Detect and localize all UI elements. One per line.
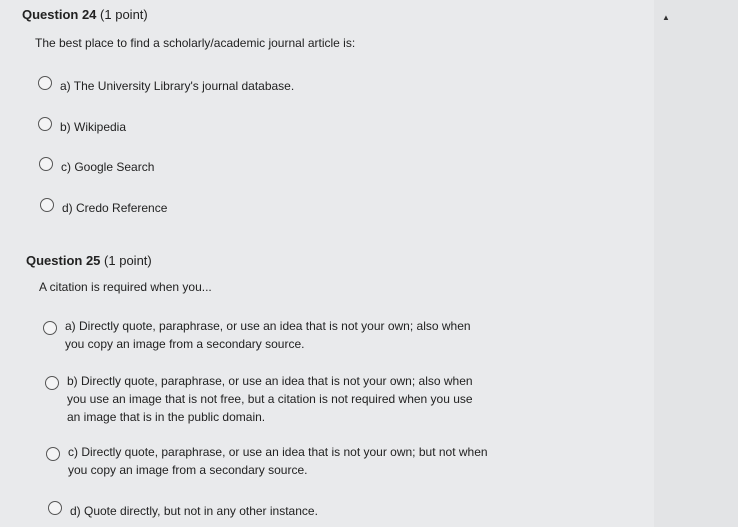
radio-button[interactable] — [48, 501, 62, 515]
question-24-title — [22, 7, 148, 22]
radio-button[interactable] — [39, 157, 53, 171]
radio-button[interactable] — [38, 76, 52, 90]
scroll-up-icon[interactable]: ▲ — [662, 13, 670, 22]
option-label-line: a) Directly quote, paraphrase, or use an idea that is not your own; also when — [65, 319, 471, 333]
option-label-line: an image that is in the public domain. — [67, 410, 266, 424]
q25-option-b[interactable] — [45, 372, 473, 426]
option-label: b) Wikipedia — [60, 120, 127, 134]
q24-option-c[interactable] — [39, 158, 154, 176]
q25-option-a[interactable] — [43, 317, 471, 353]
question-number: Question 24 — [22, 7, 97, 22]
question-25-prompt: A citation is required when you... — [39, 280, 212, 294]
scrollbar-track[interactable] — [654, 0, 738, 527]
question-points: (1 point) — [104, 253, 152, 268]
radio-button[interactable] — [46, 447, 60, 461]
option-label-line: c) Directly quote, paraphrase, or use an idea that is not your own; but not when — [68, 445, 488, 459]
question-number: Question 25 — [26, 253, 101, 268]
question-points: (1 point) — [100, 7, 148, 22]
option-label: d) Credo Reference — [62, 201, 168, 215]
q24-option-d[interactable] — [40, 199, 167, 217]
option-label-line: you copy an image from a secondary source. — [68, 463, 308, 477]
radio-button[interactable] — [43, 321, 57, 335]
option-label: d) Quote directly, but not in any other instance. — [70, 504, 318, 518]
radio-button[interactable] — [40, 198, 54, 212]
option-label-line: you use an image that is not free, but a citation is not required when you use — [67, 392, 473, 406]
option-label-line: you copy an image from a secondary source. — [65, 337, 305, 351]
radio-button[interactable] — [45, 376, 59, 390]
option-label-line: b) Directly quote, paraphrase, or use an idea that is not your own; also when — [67, 374, 473, 388]
q24-option-b[interactable] — [38, 118, 126, 136]
question-25-title — [26, 253, 152, 268]
radio-button[interactable] — [38, 117, 52, 131]
question-24-prompt: The best place to find a scholarly/academic journal article is: — [35, 36, 356, 50]
q24-option-a[interactable] — [38, 77, 294, 95]
q25-option-d[interactable] — [48, 502, 318, 520]
option-label: c) Google Search — [61, 160, 155, 174]
q25-option-c[interactable] — [46, 443, 488, 479]
option-label: a) The University Library's journal database. — [60, 79, 295, 93]
